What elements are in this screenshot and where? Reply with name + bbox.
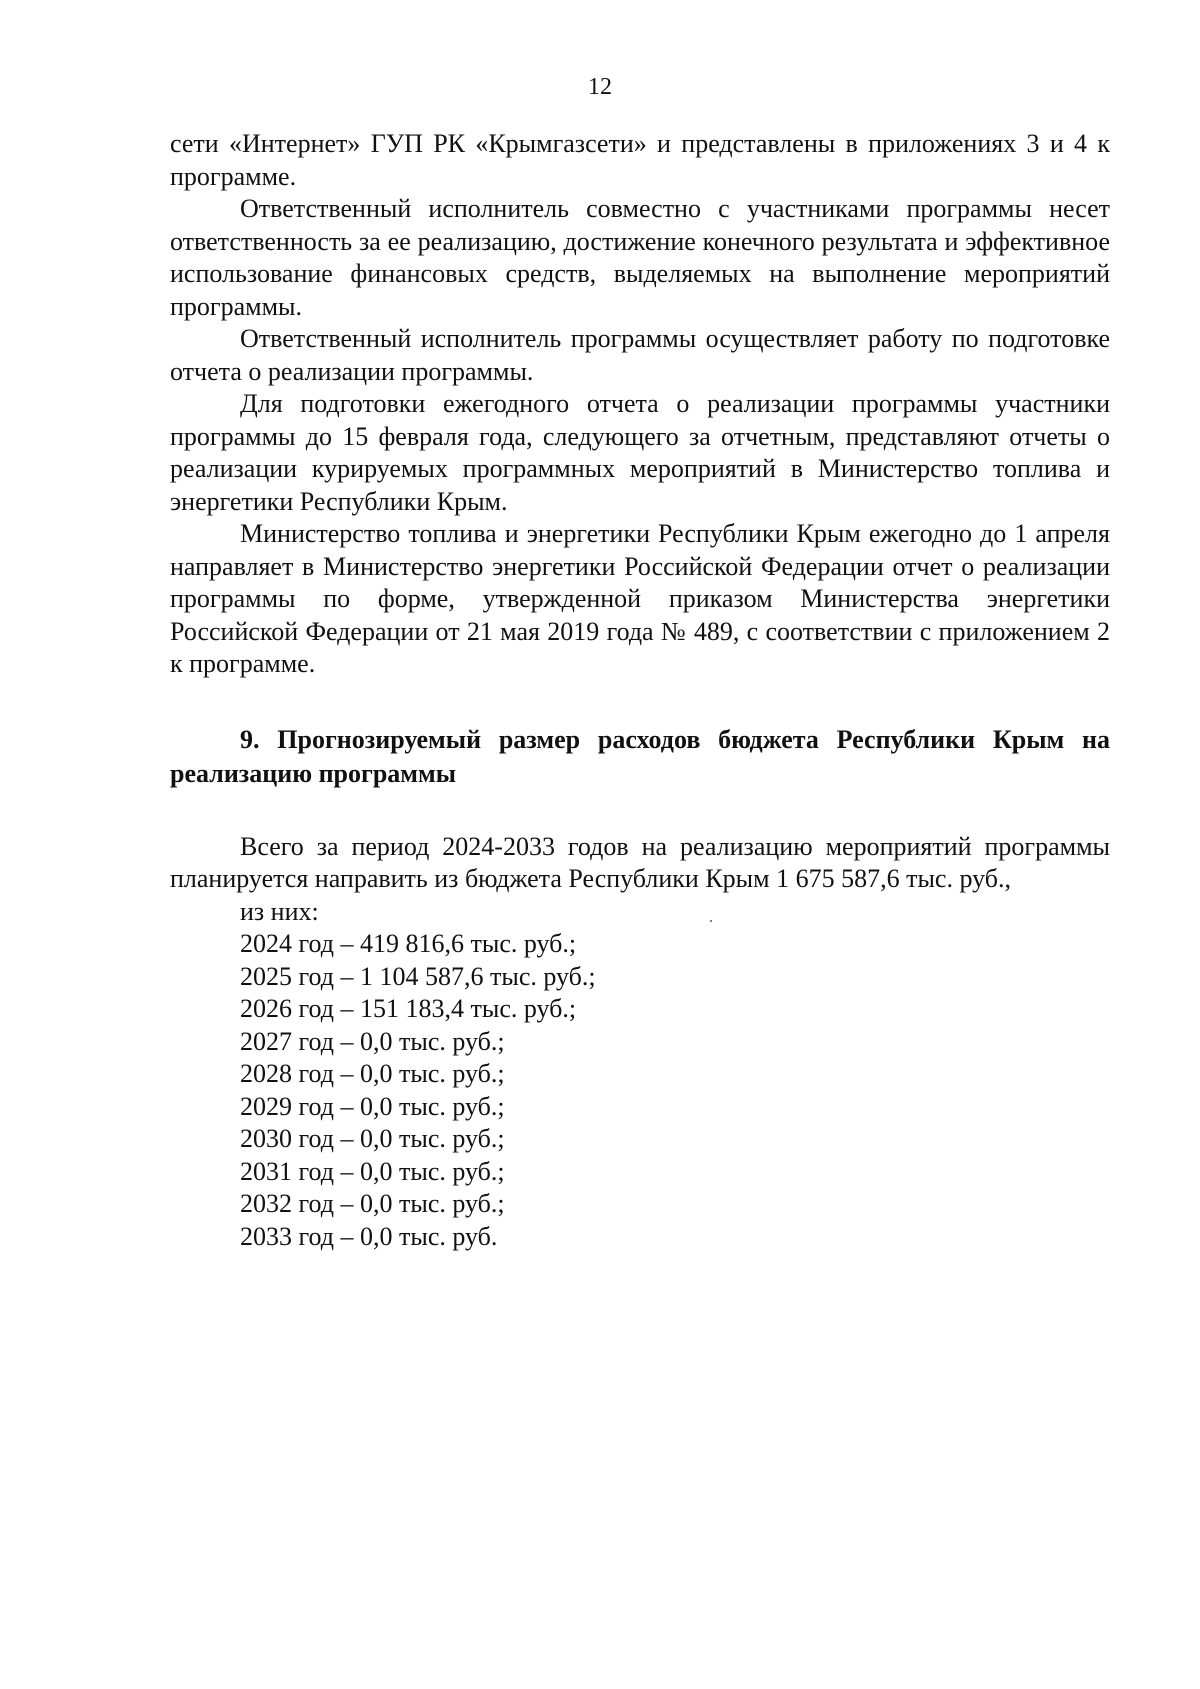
budget-list-item: из них: [240,896,319,926]
budget-list-item: 2029 год – 0,0 тыс. руб.; [240,1091,505,1121]
paragraph-ministry-report: Министерство топлива и энергетики Республики Крым ежегодно до 1 апреля направляет в Министерство энергетики Российской Федерации отчет о реализации программы по форме, утвержденной приказом Министерства энергетики Российской Федерации от 21 мая 2019 года № 489, с соответствии с приложением 2 к программе. [170,519,1110,678]
budget-list-item: 2027 год – 0,0 тыс. руб.; [240,1026,505,1056]
paragraph-annual-report: Для подготовки ежегодного отчета о реализации программы участники программы до 15 февраля года, следующего за отчетным, представляют отчеты о реализации курируемых программных мероприятий в Министерство топлива и энергетики Республики Крым. [170,389,1110,516]
scan-speck [710,920,712,922]
budget-list-item: 2024 год – 419 816,6 тыс. руб.; [240,929,577,958]
paragraph-responsibility: Ответственный исполнитель совместно с участниками программы несет ответственность за ее реализацию, достижение конечного результата и эффективное использование финансовых средств, выделяемых на выполнение мероприятий программы. [170,194,1110,321]
paragraph-report-preparation: Ответственный исполнитель программы осуществляет работу по подготовке отчета о реализации программы. [170,324,1110,386]
budget-list-item: 2032 год – 0,0 тыс. руб.; [240,1189,505,1218]
budget-list-item: 2025 год – 1 104 587,6 тыс. руб.; [240,961,596,991]
document-body [170,128,1110,1253]
budget-list-item: 2030 год – 0,0 тыс. руб.; [240,1124,505,1153]
budget-list [170,896,1110,1254]
section-heading: 9. Прогнозируемый размер расходов бюджета Республики Крым на реализацию программы [170,724,1110,788]
budget-list-item: 2031 год – 0,0 тыс. руб.; [240,1156,505,1186]
page-number: 12 [588,74,612,100]
budget-intro: Всего за период 2024-2033 годов на реализацию мероприятий программы планируется направить из бюджета Республики Крым 1 675 587,6 тыс. руб., [170,831,1110,893]
budget-list-item: 2026 год – 151 183,4 тыс. руб.; [240,994,577,1023]
budget-list-item: 2033 год – 0,0 тыс. руб. [240,1221,498,1251]
budget-list-item: 2028 год – 0,0 тыс. руб.; [240,1059,505,1088]
paragraph-continuation: сети «Интернет» ГУП РК «Крымгазсети» и представлены в приложениях 3 и 4 к программе. [170,129,1110,191]
